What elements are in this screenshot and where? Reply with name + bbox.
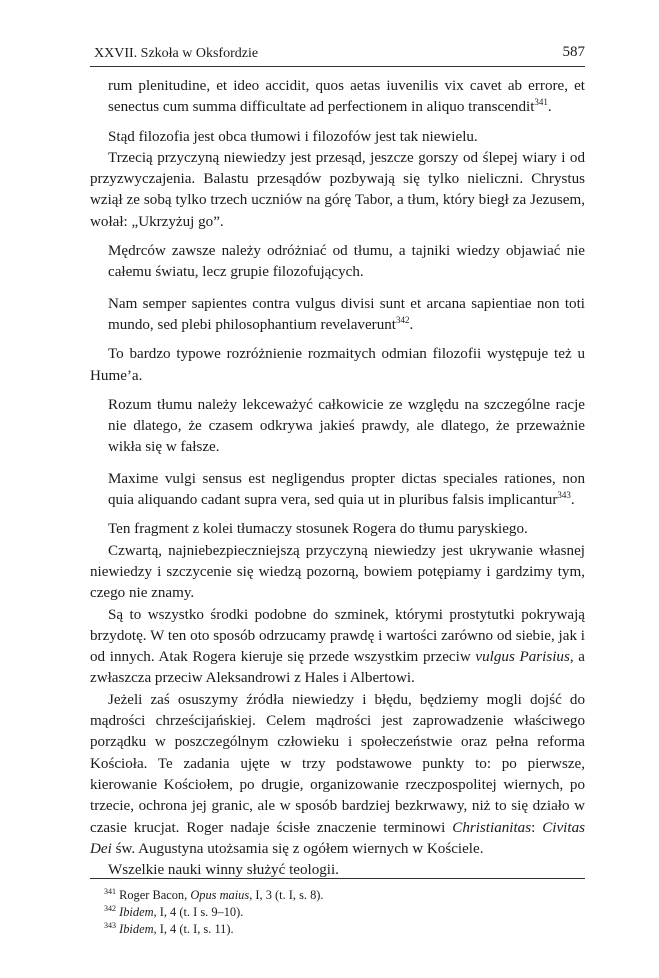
paragraph-4: Ten fragment z kolei tłumaczy stosunek Rogera do tłumu paryskiego. bbox=[108, 521, 528, 538]
quote-1: rum plenitudine, et ideo accidit, quos aetas iuvenilis vix cavet ab errore, et senectus cum summa difficultate ad perfectionem in aliquo transcendit$^{341}$. bbox=[108, 78, 585, 116]
footnote-ref-343[interactable]: 343 bbox=[557, 490, 571, 501]
paragraph-3: To bardzo typowe rozróżnienie rozmaitych odmian filozofii występuje też u Hume’a. bbox=[90, 346, 585, 384]
chapter-title: XXVII. Szkoła w Oksfordzie bbox=[94, 46, 259, 61]
main-text bbox=[90, 76, 585, 881]
paragraph-1: Stąd filozofia jest obca tłumowi i filozofów jest tak niewielu. bbox=[108, 128, 478, 145]
running-header bbox=[90, 40, 585, 67]
paragraph-5: Czwartą, najniebezpieczniejszą przyczyną niewiedzy jest ukrywanie własnej niewiedzy i szczycenie się wiedzą pozorną, bowiem potępiamy i gardzimy tym, czego nie znamy. bbox=[90, 542, 585, 602]
paragraph-8: Wszelkie nauki winny służyć teologii. bbox=[108, 862, 339, 879]
footnote-ref-341[interactable]: 341 bbox=[534, 97, 548, 108]
quote-2: Mędrców zawsze należy odróżniać od tłumu, a tajniki wiedzy objawiać nie całemu światu, lecz grupie filozofujących. bbox=[108, 243, 585, 281]
footnote: $^{341}$ Roger Bacon, Opus maius, I, 3 (t. I, s. 8). bbox=[104, 886, 324, 902]
footnotes bbox=[90, 878, 585, 938]
paragraph-2: Trzecią przyczyną niewiedzy jest przesąd, jeszcze gorszy od ślepej wiary i od przyzwyczajenia. Balastu przesądów pozbywają się tylko nieliczni. Chrystus wziął ze sobą tylko trzech uczniów na górę Tabor, a tłum, który biegł za Jezusem, wołał: „Ukrzyżuj go”. bbox=[90, 149, 585, 230]
footnote-ref-342[interactable]: 342 bbox=[395, 314, 410, 325]
paragraph-7: Jeżeli zaś osuszymy źródła niewiedzy i błędu, będziemy mogli dojść do mądrości chrześcijańskiej. Celem mądrości jest zaprowadzenie właściwego porządku w poszczególnym człowieku i społeczeństwie oraz pełna reforma Kościoła. Te zadania ujęte w trzy podstawowe punkty to: po pierwsze, kierowanie Kościołem, po drugie, organizowanie rzeczpospolitej wiernych, po trzecie, ochrona jej granic, ale w sposób bardziej bezkrwawy, niż to się działo w czasie krucjat. Roger nadaje ścisłe znaczenie terminowi Christianitas: Civitas Dei św. Augustyna utożsamia się z ogółem wiernych w Kościele. bbox=[90, 691, 585, 857]
quote-5: Maxime vulgi sensus est negligendus propter dictas speciales rationes, non quia aliquando cadant supra vera, sed quia ut in pluribus falsis implicantur$^{343}$. bbox=[108, 470, 585, 509]
quote-4: Rozum tłumu należy lekceważyć całkowicie ze względu na szczególne racje nie dlatego, że czasem odkrywa jakieś prawdy, ale dlatego, że przeważnie wikła się w fałsze. bbox=[108, 396, 585, 456]
paragraph-6: Są to wszystko środki podobne do szminek, którymi prostytutki pokrywają brzydotę. W ten oto sposób odrzucamy prawdę i wartości zarówno od siebie, jak i od innych. Atak Rogera kieruje się przede wszystkim przeciw vulgus Parisius, a zwłaszcza przeciw Aleksandrowi z Hales i Albertowi. bbox=[90, 606, 585, 687]
footnote: $^{342}$ Ibidem, I, 4 (t. I s. 9–10). bbox=[104, 903, 244, 919]
footnote: $^{343}$ Ibidem, I, 4 (t. I, s. 11). bbox=[104, 920, 234, 936]
page-number: 587 bbox=[562, 44, 585, 60]
quote-3: Nam semper sapientes contra vulgus divisi sunt et arcana sapientiae non toti mundo, sed plebi philosophantium revelaverunt$^{342}$. bbox=[108, 295, 585, 333]
